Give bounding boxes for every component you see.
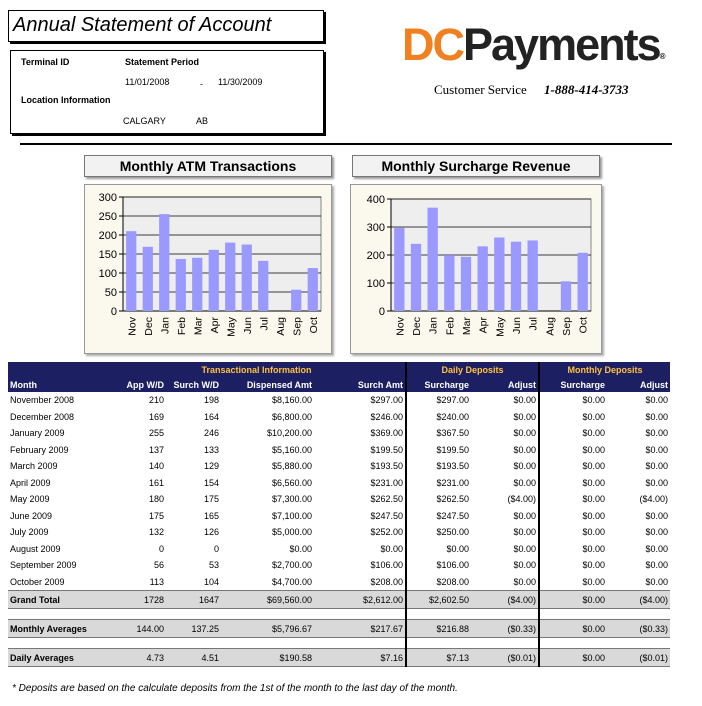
table-cell: $199.50 (406, 442, 471, 459)
table-cell: $0.00 (380, 543, 404, 554)
table-cell: 210 (148, 395, 164, 406)
table-cell: $0.00 (539, 458, 607, 475)
x-tick-label: May (225, 317, 238, 337)
table-spacer-cell (8, 609, 108, 620)
table-cell: $0.00 (539, 475, 607, 492)
table-spacer-row (8, 638, 670, 649)
column-header: Adjust (471, 377, 539, 392)
column-header: Surcharge (406, 377, 471, 392)
table-cell: $5,880.00 (271, 461, 312, 472)
table-cell: 4.73 (108, 649, 166, 667)
table-cell: March 2009 (10, 461, 58, 472)
table-cell: $0.00 (513, 477, 537, 488)
table-cell: $7,300.00 (271, 494, 312, 505)
table-cell: $199.50 (370, 444, 404, 455)
group-header-transactional: Transactional Information (108, 362, 406, 377)
statement-table (8, 362, 670, 667)
table-cell: 4.51 (166, 649, 221, 667)
table-cell: $208.00 (406, 574, 471, 591)
location-label: Location Information (21, 95, 111, 105)
table-spacer-cell (221, 638, 314, 649)
table-row (8, 557, 670, 574)
table-cell: $246.00 (370, 411, 404, 422)
table-row (8, 425, 670, 442)
x-tick-label: Aug (274, 317, 287, 336)
table-cell: $0.00 (645, 510, 669, 521)
location-city: CALGARY (123, 116, 166, 126)
table-cell: $7.13 (406, 649, 471, 667)
table-cell: ($4.00) (639, 494, 669, 505)
table-spacer-cell (8, 638, 108, 649)
table-cell: $297.00 (406, 392, 471, 409)
x-tick-label: Apr (208, 317, 221, 334)
table-cell: ($4.00) (507, 494, 537, 505)
table-cell: $7.16 (314, 649, 406, 667)
table-cell: 198 (203, 395, 219, 406)
table-cell: $0.00 (513, 576, 537, 587)
period-end: 11/30/2009 (218, 77, 263, 87)
table-cell: $0.00 (539, 425, 607, 442)
table-spacer-cell (406, 638, 471, 649)
x-tick-label: Nov (126, 317, 139, 336)
bar-jun (242, 245, 252, 312)
y-tick-label: 200 (98, 230, 117, 242)
table-cell: $0.00 (406, 541, 471, 558)
table-cell: $106.00 (406, 557, 471, 574)
table-cell: $190.58 (221, 649, 314, 667)
table-cell: 132 (148, 527, 164, 538)
group-header-spacer (8, 362, 108, 377)
table-cell: $247.50 (406, 508, 471, 525)
table-row (8, 475, 670, 492)
table-spacer-cell (108, 609, 166, 620)
x-tick-label: Feb (444, 317, 457, 336)
x-tick-label: Dec (411, 317, 423, 336)
atm-transactions-chart-svg (85, 185, 331, 353)
table-cell: 0 (158, 543, 164, 554)
table-cell: $0.00 (645, 395, 669, 406)
column-header: Adjust (607, 377, 670, 392)
table-cell: 0 (213, 543, 219, 554)
bar-oct (308, 268, 318, 311)
bar-mar (461, 257, 471, 311)
atm-transactions-chart (84, 184, 332, 354)
table-cell: $367.50 (406, 425, 471, 442)
table-cell: $193.50 (406, 458, 471, 475)
table-cell: 175 (203, 494, 219, 505)
table-cell: $208.00 (370, 576, 404, 587)
table-cell: January 2009 (10, 428, 65, 439)
table-cell: $5,000.00 (271, 527, 312, 538)
table-cell: $0.00 (289, 543, 312, 554)
table-cell: $6,560.00 (271, 477, 312, 488)
table-cell: $0.00 (513, 510, 537, 521)
bar-sep (291, 290, 301, 311)
bar-jan (428, 208, 438, 311)
table-cell: $297.00 (370, 395, 404, 406)
bar-oct (578, 253, 588, 311)
table-cell: 140 (148, 461, 164, 472)
table-cell: $0.00 (539, 620, 607, 638)
table-cell: 133 (203, 444, 219, 455)
surcharge-revenue-chart (350, 184, 602, 354)
bar-nov (394, 228, 404, 311)
x-tick-label: Mar (192, 317, 205, 336)
table-cell: $0.00 (645, 411, 669, 422)
table-cell: ($0.01) (471, 649, 539, 667)
table-row (8, 574, 670, 591)
table-cell: ($0.33) (607, 620, 670, 638)
table-cell: $0.00 (539, 541, 607, 558)
y-tick-label: 50 (104, 287, 117, 299)
table-cell: $0.00 (513, 444, 537, 455)
location-province: AB (196, 116, 209, 126)
bar-jan (159, 214, 169, 311)
table-spacer-cell (314, 609, 406, 620)
table-cell: $0.00 (645, 543, 669, 554)
table-cell: $2,612.00 (314, 591, 406, 609)
table-cell: $0.00 (645, 428, 669, 439)
table-cell: $0.00 (513, 461, 537, 472)
table-cell: 137 (148, 444, 164, 455)
table-cell: Grand Total (8, 591, 108, 609)
y-tick-label: 150 (98, 249, 117, 261)
table-cell: 144.00 (108, 620, 166, 638)
table-cell: 165 (203, 510, 219, 521)
x-tick-label: Jan (427, 317, 440, 334)
column-header: Surch Amt (314, 377, 406, 392)
table-cell: $5,160.00 (271, 444, 312, 455)
table-cell: 255 (148, 428, 164, 439)
table-cell: $2,602.50 (406, 591, 471, 609)
table-spacer-cell (314, 638, 406, 649)
table-cell: $369.00 (370, 428, 404, 439)
x-tick-label: Jun (511, 317, 523, 334)
table-cell: 56 (153, 560, 164, 571)
atm-chart-title: Monthly ATM Transactions (84, 155, 332, 177)
table-cell: $0.00 (539, 649, 607, 667)
table-group-header-row (8, 362, 670, 377)
table-cell: Monthly Averages (8, 620, 108, 638)
table-cell: $0.00 (539, 409, 607, 426)
table-cell: $231.00 (406, 475, 471, 492)
table-cell: $2,700.00 (271, 560, 312, 571)
table-row (8, 409, 670, 426)
x-tick-label: Feb (175, 317, 188, 336)
table-spacer-cell (166, 609, 221, 620)
table-cell: 169 (148, 411, 164, 422)
table-spacer-cell (471, 638, 539, 649)
y-tick-label: 400 (366, 194, 385, 206)
table-cell: $0.00 (539, 591, 607, 609)
column-header: Surch W/D (166, 377, 221, 392)
table-cell: 53 (208, 560, 219, 571)
statement-title-box (8, 10, 324, 42)
dcpayments-logo (402, 20, 666, 70)
table-cell: $217.67 (314, 620, 406, 638)
table-spacer-cell (108, 638, 166, 649)
logo-dc: DC (402, 19, 463, 70)
table-cell: August 2009 (10, 543, 61, 554)
group-header-daily-deposits: Daily Deposits (406, 362, 539, 377)
column-header: App W/D (108, 377, 166, 392)
table-cell: 126 (203, 527, 219, 538)
table-cell: June 2009 (10, 510, 53, 521)
y-tick-label: 100 (98, 268, 117, 280)
table-cell: $0.00 (539, 557, 607, 574)
table-cell: ($0.33) (471, 620, 539, 638)
bar-feb (444, 255, 454, 311)
table-cell: $0.00 (539, 524, 607, 541)
bar-apr (478, 246, 488, 311)
header-divider (20, 143, 672, 145)
statement-title: Annual Statement of Account (13, 14, 272, 36)
table-cell: $0.00 (513, 527, 537, 538)
y-tick-label: 200 (366, 250, 385, 262)
table-cell: $262.50 (370, 494, 404, 505)
table-cell: $0.00 (513, 428, 537, 439)
table-row (8, 508, 670, 525)
bar-feb (176, 259, 186, 311)
table-spacer-cell (166, 638, 221, 649)
table-row (8, 524, 670, 541)
bar-jul (258, 261, 268, 311)
table-cell: 1728 (108, 591, 166, 609)
table-cell: May 2009 (10, 494, 50, 505)
table-cell: $0.00 (513, 560, 537, 571)
table-cell: Daily Averages (8, 649, 108, 667)
table-cell: $5,796.67 (221, 620, 314, 638)
statement-table-body (8, 362, 670, 667)
period-dash: - (200, 79, 203, 89)
group-header-monthly-deposits: Monthly Deposits (539, 362, 670, 377)
table-cell: 246 (203, 428, 219, 439)
table-cell: $8,160.00 (271, 395, 312, 406)
table-cell: $10,200.00 (266, 428, 312, 439)
bar-jun (511, 242, 521, 311)
table-cell: $0.00 (645, 576, 669, 587)
table-cell: 137.25 (166, 620, 221, 638)
table-cell: $6,800.00 (271, 411, 312, 422)
table-cell: $0.00 (645, 527, 669, 538)
table-cell: 154 (203, 477, 219, 488)
bar-mar (192, 258, 202, 311)
surcharge-revenue-chart-svg (351, 185, 601, 353)
table-row (8, 392, 670, 409)
table-cell: $0.00 (645, 461, 669, 472)
table-cell: ($4.00) (607, 591, 670, 609)
table-cell: $231.00 (370, 477, 404, 488)
column-header: Month (8, 377, 108, 392)
y-tick-label: 100 (366, 278, 385, 290)
y-tick-label: 0 (378, 306, 385, 318)
table-spacer-row (8, 609, 670, 620)
column-header: Dispensed Amt (221, 377, 314, 392)
table-cell: $106.00 (370, 560, 404, 571)
table-cell: February 2009 (10, 444, 69, 455)
daily-averages-row (8, 649, 670, 667)
table-cell: 129 (203, 461, 219, 472)
y-tick-label: 300 (366, 222, 385, 234)
table-cell: ($4.00) (471, 591, 539, 609)
x-tick-label: Mar (461, 317, 473, 336)
x-tick-label: Jul (258, 317, 271, 331)
table-spacer-cell (539, 609, 607, 620)
bar-may (494, 238, 504, 312)
table-cell: $4,700.00 (271, 576, 312, 587)
table-cell: $0.00 (645, 477, 669, 488)
table-cell: April 2009 (10, 477, 51, 488)
y-tick-label: 300 (98, 192, 117, 204)
x-tick-label: Sep (561, 317, 573, 336)
table-row (8, 442, 670, 459)
table-cell: $247.50 (370, 510, 404, 521)
table-cell: December 2008 (10, 411, 75, 422)
footnote: * Deposits are based on the calculate deposits from the 1st of the month to the last day of the month. (12, 683, 458, 694)
table-row (8, 541, 670, 558)
bar-dec (411, 244, 421, 311)
account-info-box (10, 50, 324, 134)
customer-service-phone: 1-888-414-3733 (544, 82, 629, 97)
table-cell: 113 (149, 576, 164, 587)
table-cell: $216.88 (406, 620, 471, 638)
table-cell: $69,560.00 (221, 591, 314, 609)
table-cell: 161 (148, 477, 164, 488)
customer-service-label: Customer Service (434, 82, 527, 97)
table-cell: $0.00 (539, 392, 607, 409)
table-spacer-cell (471, 609, 539, 620)
x-tick-label: Dec (142, 317, 155, 336)
table-spacer-cell (406, 609, 471, 620)
y-tick-label: 0 (110, 306, 117, 318)
table-cell: $250.00 (406, 524, 471, 541)
x-tick-label: Jun (241, 317, 254, 334)
x-tick-label: Oct (577, 317, 590, 334)
bar-apr (209, 250, 219, 311)
table-cell: $0.00 (513, 395, 537, 406)
x-tick-label: Apr (477, 317, 490, 334)
table-cell: 180 (148, 494, 164, 505)
table-cell: $0.00 (645, 560, 669, 571)
bar-sep (561, 281, 571, 311)
table-cell: $252.00 (370, 527, 404, 538)
table-cell: October 2009 (10, 576, 65, 587)
table-spacer-cell (221, 609, 314, 620)
table-spacer-cell (607, 638, 670, 649)
bar-may (225, 243, 235, 311)
table-cell: 175 (148, 510, 164, 521)
table-cell: September 2009 (10, 560, 77, 571)
x-tick-label: Jul (527, 317, 540, 331)
table-cell: $0.00 (513, 411, 537, 422)
logo-registered-mark: ® (659, 52, 666, 61)
y-tick-label: 250 (98, 211, 117, 223)
table-cell: $193.50 (370, 461, 404, 472)
table-cell: $0.00 (539, 442, 607, 459)
table-cell: $240.00 (406, 409, 471, 426)
table-cell: $0.00 (539, 508, 607, 525)
x-tick-label: Oct (307, 317, 320, 334)
logo-payments: Payments (463, 19, 660, 70)
statement-period-label: Statement Period (125, 57, 200, 67)
table-cell: $0.00 (539, 574, 607, 591)
period-start: 11/01/2008 (125, 77, 170, 87)
table-cell: ($0.01) (607, 649, 670, 667)
table-row (8, 458, 670, 475)
table-cell: $0.00 (645, 444, 669, 455)
column-header: Surcharge (539, 377, 607, 392)
table-column-header-row (8, 377, 670, 392)
terminal-id-label: Terminal ID (21, 57, 70, 67)
table-spacer-cell (607, 609, 670, 620)
bar-nov (126, 231, 136, 311)
table-cell: $0.00 (539, 491, 607, 508)
x-tick-label: Aug (544, 317, 557, 336)
table-cell: $0.00 (513, 543, 537, 554)
table-cell: 1647 (166, 591, 221, 609)
x-tick-label: Sep (291, 317, 304, 336)
table-cell: November 2008 (10, 395, 75, 406)
x-tick-label: Jan (159, 317, 172, 334)
table-cell: $262.50 (406, 491, 471, 508)
grand-total-row (8, 591, 670, 609)
table-row (8, 491, 670, 508)
bar-dec (143, 247, 153, 311)
monthly-averages-row (8, 620, 670, 638)
table-spacer-cell (539, 638, 607, 649)
table-cell: $7,100.00 (271, 510, 312, 521)
surcharge-chart-title: Monthly Surcharge Revenue (352, 155, 600, 177)
bar-jul (528, 240, 538, 311)
table-cell: July 2009 (10, 527, 49, 538)
table-cell: 104 (203, 576, 219, 587)
x-tick-label: Nov (394, 317, 407, 336)
x-tick-label: May (494, 317, 507, 337)
table-cell: 164 (203, 411, 219, 422)
customer-service (434, 82, 629, 98)
